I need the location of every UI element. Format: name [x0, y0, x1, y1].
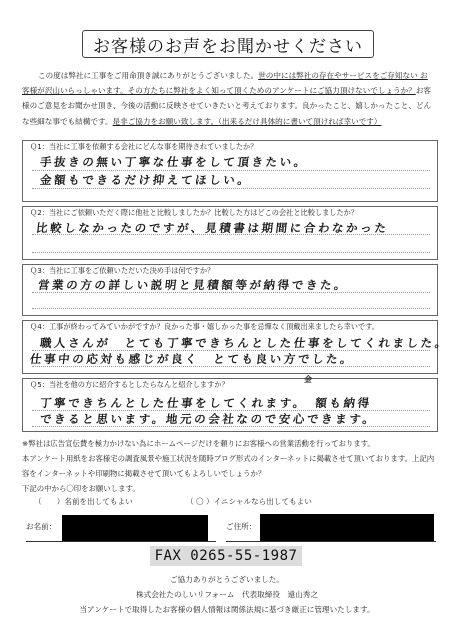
intro-text-1: この度は弊社に工事をご用命頂き誠にありがとうございました。: [38, 71, 259, 80]
intro-paragraph: [22, 68, 434, 129]
question-label-q4: Ｑ4：工事が終わってみていかがですか？良かった事・嬉しかった事を忌憚なく頂戴出来ましたら幸いです。: [30, 322, 379, 331]
note-circle-instruction: 下記の中から〇印をお願いします。: [22, 484, 140, 493]
notes-block: [22, 436, 436, 496]
intro-text-3: お客様のご意見をお聞かせ頂き、今後の活動に反映させていきたいと考えております。良かったこと、嬉しかったこと、どんな些細な事でも結構です。: [22, 86, 432, 126]
answer-line: [32, 170, 430, 171]
handwritten-correction-mark: 金: [303, 374, 313, 384]
name-redaction: [62, 515, 208, 541]
intro-text-1-underlined: 世の中には弊社の存在やサービスをご存知ない お客様が沢山いらっしゃいます。: [22, 71, 428, 96]
handwritten-answer-q1-line1: 手抜きの無い丁寧な仕事をして頂きたい。: [39, 155, 309, 169]
intro-text-4: 是非ご協力をお願い致します。: [112, 116, 219, 126]
footer-thanks: ご協力ありがとうございました。: [170, 575, 284, 584]
intro-text-5: （出来るだけ具体的に書いて頂ければ幸いです）: [218, 116, 382, 126]
name-field-underline: [26, 541, 216, 542]
answer-line: [32, 188, 430, 189]
footer-company: 株式会社たのしいリフォーム 代表取締役 遠山秀之: [136, 590, 318, 599]
choice-full-name[interactable]: [34, 496, 133, 507]
question-label-q3: Ｑ3：当社に工事をご依頼いただいた決め手は何ですか？: [30, 266, 215, 275]
footer-privacy: 当アンケートで取得したお客様の個人情報は関係法規に基づき厳正に管理いたします。: [79, 605, 375, 614]
answer-line: [32, 252, 430, 253]
choice-initials[interactable]: [186, 496, 312, 507]
choice-full-name-label: 名前を出してもよい: [64, 497, 133, 506]
intro-text-2: その方たちに弊社をよく知って頂くためのアンケートにご協力頂けないでしょうか？: [127, 86, 416, 96]
note-ad-policy: ※弊社は広告宣伝費を極力かけない為にホームページだけを頼りにお客様への営業活動を行っております。: [22, 439, 375, 448]
question-label-q1: Ｑ1：当社に工事を依頼する会社にどんな事を期待されていましたか？: [30, 142, 258, 151]
address-field-underline: [226, 541, 436, 542]
handwritten-answer-q4-line1: 職人さんが とても丁寧できちんとした仕事をしてくれました。: [39, 336, 450, 350]
choice-initials-label: イニシャルなら出してもよい: [213, 497, 312, 506]
choice-initials-mark: （ 〇 ）: [186, 497, 214, 506]
handwritten-answer-q1-line2: 金額もできるだけ抑えてほしい。: [39, 173, 253, 187]
handwritten-answer-q4-line2: 仕事中の応対も感じが良く とても良い方でした。: [29, 352, 356, 366]
fax-number: FAX 0265-55-1987: [154, 548, 298, 564]
question-label-q2: Ｑ2：当社にご依頼いただく際に他社と比較しましたか？比較した方はどこの会社と比較しましたか？: [30, 208, 359, 217]
handwritten-answer-q2: 比較しなかったのですが、見積書は期間に合わなかった: [35, 221, 390, 235]
address-field-label: ご住所：: [226, 522, 257, 531]
handwritten-answer-q3: 営業の方の詳しい説明と見積額等が納得できた。: [37, 278, 349, 292]
handwritten-answer-q5-line1: 丁寧できちんとした仕事をしてくれます。 額も納得: [39, 396, 373, 410]
address-redaction: [260, 514, 434, 541]
choice-full-name-mark: （ ）: [34, 497, 65, 506]
page-title: お客様のお声をお聞かせください: [82, 30, 374, 58]
handwritten-answer-q5-line2: できると思います。地元の会社なので安心できます。: [39, 412, 378, 426]
note-publication-consent: 本アンケート用紙をお客様宅の調査風景や施工状況を随時ブログ形式のインターネットに掲載させて頂いております。上記内容をインターネットや印刷物に掲載させて頂いてもよろしいでしょうか？: [22, 454, 435, 478]
name-field-label: お名前：: [26, 522, 57, 531]
fax-banner: [150, 546, 302, 566]
question-label-q5: Ｑ5：当社を他の方に紹介するとしたらなんと紹介しますか？: [30, 380, 229, 389]
answer-line: [32, 308, 430, 309]
